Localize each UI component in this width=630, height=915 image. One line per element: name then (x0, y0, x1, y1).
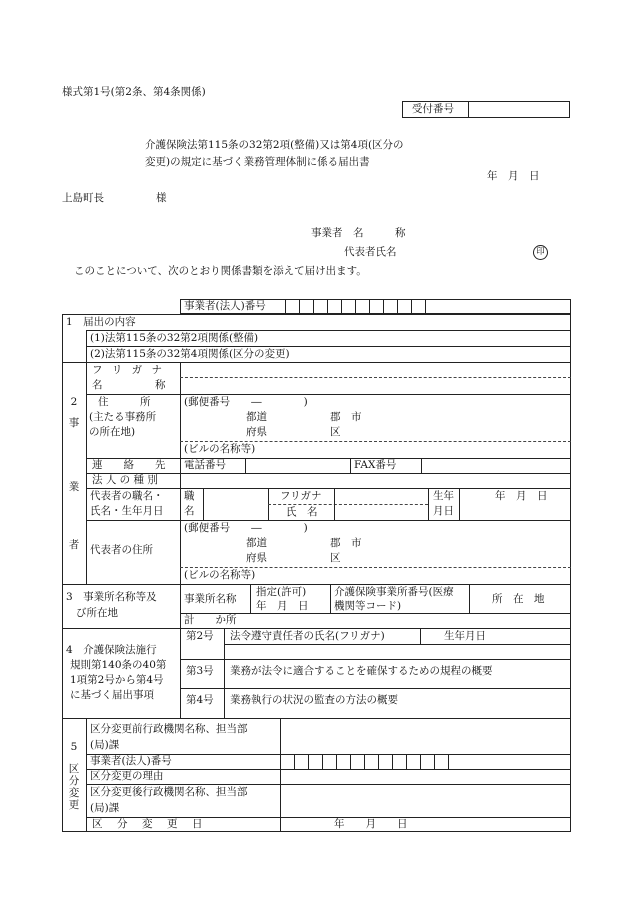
rep-fuken-label: 府県 (246, 551, 267, 564)
item-4-text: 業務執行の状況の監査の方法の概要 (230, 693, 398, 706)
section-2-number: 2 (70, 396, 78, 408)
form-number: 様式第1号(第2条、第4条関係) (62, 86, 206, 98)
contact-label: 連 絡 先 (92, 459, 166, 472)
title-line-1: 介護保険法第115条の32第2項(整備)又は第4項(区分の (145, 139, 404, 151)
rep-building-name[interactable]: (ビルの名称等) (184, 569, 256, 582)
section-1-title: 1 届出の内容 (66, 315, 136, 328)
section-3-label-1: 3 事業所名称等及 (66, 590, 157, 603)
designation-header-2: 年 月 日 (256, 599, 309, 612)
submission-date: 年 月 日 (487, 170, 540, 182)
rep-name-label: 氏 名 (286, 505, 318, 518)
section-3-label-2: び所在地 (76, 606, 118, 619)
corp-number-label: 事業者(法人)番号 (184, 300, 266, 313)
rep-shoku: 職 (184, 489, 195, 502)
after-agency-1: 区分変更後行政機関名称、担当部 (90, 785, 248, 798)
address-sub-2: の所在地) (89, 425, 136, 438)
ku-label: 区 (330, 425, 341, 438)
item-3-label: 第3号 (186, 664, 214, 677)
before-agency-2: (局)課 (90, 738, 120, 751)
section-5-v2: 分 (68, 775, 80, 787)
building-name[interactable]: (ビルの名称等) (184, 443, 256, 456)
location-header: 所 在 地 (492, 592, 545, 605)
section-4-label-1: 4 介護保険法施行 (66, 643, 157, 656)
after-agency-2: (局)課 (90, 801, 120, 814)
birth-label-1: 生年 (433, 489, 454, 502)
todo-label: 都道 (246, 410, 267, 423)
service-no-header-2: 機関等コード) (334, 599, 402, 612)
fuken-label: 府県 (246, 425, 267, 438)
office-name-header: 事業所名称 (184, 592, 237, 605)
corp-type-label: 法 人 の 種 別 (92, 474, 158, 487)
furigana-label: フ リ ガ ナ (92, 363, 166, 376)
section-5-v4: 更 (68, 799, 80, 811)
item-2-label: 第2号 (186, 630, 214, 643)
change-reason-label: 区分変更の理由 (90, 770, 164, 783)
rep-mei: 名 (184, 504, 195, 517)
section-5-v3: 変 (68, 787, 80, 799)
addressee-sama: 様 (156, 192, 167, 204)
section-4-label-4: に基づく届出事項 (70, 688, 154, 701)
address-sub-1: (主たる事務所 (89, 410, 157, 423)
section-4-label-2: 規則第140条の40第 (70, 658, 167, 671)
rep-address-label: 代表者の住所 (90, 544, 153, 557)
business-name-label: 事業者 名 称 (311, 227, 406, 239)
gun-shi-label: 郡 市 (330, 410, 362, 423)
name-label: 名 称 (92, 379, 166, 392)
birth-date[interactable]: 年 月 日 (495, 489, 548, 502)
before-agency-1: 区分変更前行政機関名称、担当部 (90, 722, 248, 735)
section-4-label-3: 1項第2号から第4号 (70, 673, 164, 686)
designation-header-1: 指定(許可) (256, 585, 307, 598)
fax-label: FAX番号 (354, 459, 397, 472)
item-3-text: 業務が法令に適合することを確保するための規程の概要 (230, 664, 493, 677)
item-4-label: 第4号 (186, 693, 214, 706)
rep-title-2: 氏名・生年月日 (90, 504, 164, 517)
title-line-2: 変更)の規定に基づく業務管理体制に係る届出書 (145, 156, 370, 168)
office-total: 計 か所 (184, 614, 237, 627)
change-date-label: 区 分 変 更 日 (92, 818, 205, 831)
rep-postal-code[interactable]: (郵便番号 ― ) (184, 521, 308, 534)
receipt-number-label: 受付番号 (412, 103, 454, 115)
representative-label: 代表者氏名 (344, 246, 397, 258)
section-5-number: 5 (70, 741, 78, 753)
rep-ku-label: 区 (330, 551, 341, 564)
rep-furigana-label: フリガナ (280, 489, 322, 502)
address-label: 住 所 (98, 395, 151, 408)
seal-mark: 印 (533, 245, 548, 260)
postal-code[interactable]: (郵便番号 ― ) (184, 395, 308, 408)
tel-label: 電話番号 (184, 459, 226, 472)
section-2-v1: 事 (68, 417, 80, 429)
s5-corp-number-label: 事業者(法人)番号 (90, 755, 172, 768)
rep-todo-label: 都道 (246, 536, 267, 549)
section-2-v3: 者 (68, 539, 80, 551)
option-2[interactable]: (2)法第115条の32第4項関係(区分の変更) (90, 347, 290, 360)
section-2-v2: 業 (68, 481, 80, 493)
section-5-v1: 区 (68, 763, 80, 775)
intro-text: このことについて、次のとおり関係書類を添えて届け出ます。 (74, 265, 367, 277)
change-date[interactable]: 年 月 日 (334, 818, 408, 831)
addressee: 上島町長 (62, 192, 104, 204)
option-1[interactable]: (1)法第115条の32第2項関係(整備) (90, 331, 259, 344)
rep-title-1: 代表者の職名・ (90, 489, 164, 502)
item-2-birth: 生年月日 (444, 630, 486, 643)
service-no-header-1: 介護保険事業所番号(医療 (334, 585, 454, 598)
birth-label-2: 月日 (433, 504, 454, 517)
rep-gun-shi-label: 郡 市 (330, 536, 362, 549)
item-2-text: 法令遵守責任者の氏名(フリガナ) (230, 630, 385, 643)
